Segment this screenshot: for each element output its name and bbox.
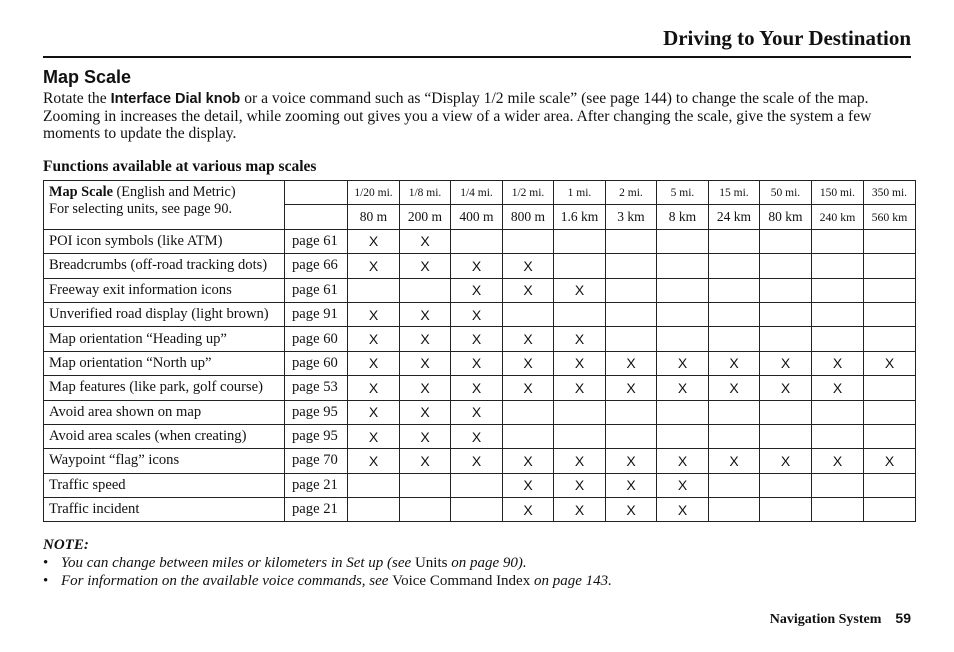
availability-cell: [864, 254, 916, 278]
availability-cell: [606, 327, 657, 351]
availability-cell: [400, 278, 451, 302]
metric-scale-cell: 200 m: [400, 205, 451, 229]
availability-cell: [812, 498, 864, 522]
availability-cell: [503, 400, 554, 424]
availability-cell: X: [657, 498, 709, 522]
availability-cell: [864, 302, 916, 326]
availability-cell: X: [606, 376, 657, 400]
availability-cell: [760, 400, 812, 424]
map-scale-header-suffix: (English and Metric): [112, 184, 236, 200]
table-row: [44, 327, 916, 351]
feature-name-cell: POI icon symbols (like ATM): [44, 229, 285, 253]
availability-cell: [554, 254, 606, 278]
note-item: [43, 572, 911, 590]
availability-cell: X: [503, 351, 554, 375]
feature-name-cell: Traffic speed: [44, 473, 285, 497]
table-row: [44, 400, 916, 424]
availability-cell: [760, 302, 812, 326]
note-text: on page 143.: [530, 573, 612, 589]
metric-scale-cell: 1.6 km: [554, 205, 606, 229]
intro-text-end: or a voice command such as “Display 1/2 mile scale” (see page 144) to change the scale of the map. Zooming in increases the detail, while zooming out gives you a view of a wider area. After changing the scale, give the system a few moments to update the display.: [43, 90, 872, 142]
availability-cell: [606, 424, 657, 448]
availability-cell: [400, 473, 451, 497]
table-row: [44, 498, 916, 522]
availability-cell: [709, 400, 760, 424]
availability-cell: X: [864, 351, 916, 375]
availability-cell: X: [503, 278, 554, 302]
availability-cell: X: [606, 498, 657, 522]
availability-cell: X: [400, 254, 451, 278]
availability-cell: X: [709, 449, 760, 473]
feature-name-cell: Freeway exit information icons: [44, 278, 285, 302]
availability-cell: X: [348, 302, 400, 326]
availability-cell: X: [554, 278, 606, 302]
availability-cell: X: [451, 400, 503, 424]
availability-cell: [451, 498, 503, 522]
availability-cell: [606, 229, 657, 253]
availability-cell: X: [657, 449, 709, 473]
table-row: [44, 229, 916, 253]
english-scale-cell: 1 mi.: [554, 181, 606, 205]
page-ref-cell: page 60: [285, 327, 348, 351]
metric-scale-cell: 3 km: [606, 205, 657, 229]
availability-cell: X: [400, 302, 451, 326]
availability-cell: [451, 229, 503, 253]
blank-header-cell: [285, 181, 348, 205]
availability-cell: [812, 473, 864, 497]
feature-name-cell: Map features (like park, golf course): [44, 376, 285, 400]
availability-cell: [812, 400, 864, 424]
page-ref-cell: page 61: [285, 278, 348, 302]
availability-cell: X: [554, 498, 606, 522]
english-scale-cell: 5 mi.: [657, 181, 709, 205]
availability-cell: [554, 400, 606, 424]
availability-cell: [348, 473, 400, 497]
availability-cell: [657, 229, 709, 253]
availability-cell: X: [348, 351, 400, 375]
availability-cell: X: [657, 351, 709, 375]
page-ref-cell: page 60: [285, 351, 348, 375]
english-scale-row: [44, 181, 916, 205]
intro-text-start: Rotate the: [43, 90, 111, 107]
english-scale-cell: 350 mi.: [864, 181, 916, 205]
availability-cell: [606, 278, 657, 302]
feature-name-cell: Avoid area shown on map: [44, 400, 285, 424]
availability-cell: X: [606, 351, 657, 375]
availability-cell: [812, 229, 864, 253]
table-row: [44, 302, 916, 326]
english-scale-cell: 1/4 mi.: [451, 181, 503, 205]
page-ref-cell: page 21: [285, 473, 348, 497]
table-row: [44, 376, 916, 400]
availability-cell: X: [657, 473, 709, 497]
availability-cell: X: [400, 327, 451, 351]
availability-cell: X: [400, 400, 451, 424]
availability-cell: [606, 302, 657, 326]
note-text: on page 90).: [447, 555, 527, 571]
table-row: [44, 278, 916, 302]
availability-cell: X: [760, 351, 812, 375]
note-text: You can change between miles or kilometers in Set up (see: [61, 555, 415, 571]
availability-cell: X: [348, 327, 400, 351]
availability-cell: X: [451, 449, 503, 473]
availability-cell: [709, 229, 760, 253]
map-scale-header-subtitle: For selecting units, see page 90.: [49, 201, 233, 217]
bullet: •: [43, 573, 49, 589]
availability-cell: X: [864, 449, 916, 473]
feature-name-cell: Waypoint “flag” icons: [44, 449, 285, 473]
intro-paragraph: [43, 90, 911, 142]
availability-cell: [709, 254, 760, 278]
availability-cell: X: [554, 351, 606, 375]
availability-cell: X: [400, 229, 451, 253]
availability-cell: X: [503, 449, 554, 473]
map-scale-header-cell: [44, 181, 285, 230]
availability-cell: X: [451, 351, 503, 375]
availability-cell: [503, 424, 554, 448]
availability-cell: X: [400, 351, 451, 375]
availability-cell: [812, 424, 864, 448]
availability-cell: X: [348, 376, 400, 400]
availability-cell: X: [348, 400, 400, 424]
interface-dial-knob-term: Interface Dial knob: [110, 91, 241, 107]
feature-name-cell: Unverified road display (light brown): [44, 302, 285, 326]
availability-cell: X: [400, 424, 451, 448]
availability-cell: [864, 400, 916, 424]
availability-cell: [760, 254, 812, 278]
availability-cell: [864, 327, 916, 351]
availability-cell: X: [451, 376, 503, 400]
availability-cell: [760, 498, 812, 522]
availability-cell: X: [606, 449, 657, 473]
availability-cell: X: [606, 473, 657, 497]
availability-cell: [709, 473, 760, 497]
english-scale-cell: 50 mi.: [760, 181, 812, 205]
availability-cell: [812, 327, 864, 351]
note-label: NOTE:: [43, 537, 89, 553]
availability-cell: [812, 302, 864, 326]
availability-cell: [348, 498, 400, 522]
chapter-title: Driving to Your Destination: [663, 26, 911, 50]
metric-scale-cell: 24 km: [709, 205, 760, 229]
english-scale-cell: 150 mi.: [812, 181, 864, 205]
availability-cell: [864, 473, 916, 497]
availability-cell: X: [451, 254, 503, 278]
availability-cell: [348, 278, 400, 302]
note-reference: Units: [414, 555, 448, 571]
availability-cell: [503, 229, 554, 253]
availability-cell: [812, 278, 864, 302]
note-reference: Voice Command Index: [392, 573, 531, 589]
title-rule: [43, 56, 911, 58]
page-ref-cell: page 95: [285, 400, 348, 424]
availability-cell: [760, 424, 812, 448]
feature-name-cell: Map orientation “Heading up”: [44, 327, 285, 351]
availability-cell: X: [348, 254, 400, 278]
availability-cell: X: [503, 254, 554, 278]
availability-cell: X: [348, 229, 400, 253]
availability-cell: X: [812, 376, 864, 400]
availability-cell: [657, 327, 709, 351]
feature-name-cell: Map orientation “North up”: [44, 351, 285, 375]
availability-cell: [709, 327, 760, 351]
availability-cell: [760, 327, 812, 351]
table-caption: Functions available at various map scales: [43, 158, 317, 175]
availability-cell: [606, 400, 657, 424]
availability-cell: X: [709, 351, 760, 375]
metric-scale-cell: 80 km: [760, 205, 812, 229]
availability-cell: X: [657, 376, 709, 400]
availability-cell: X: [348, 449, 400, 473]
page-ref-cell: page 53: [285, 376, 348, 400]
map-scale-table: [43, 180, 916, 522]
availability-cell: X: [709, 376, 760, 400]
feature-name-cell: Avoid area scales (when creating): [44, 424, 285, 448]
availability-cell: [709, 498, 760, 522]
metric-scale-cell: 800 m: [503, 205, 554, 229]
note-item: [43, 554, 911, 572]
availability-cell: X: [503, 327, 554, 351]
footer-label: Navigation System: [769, 612, 882, 627]
note-text: For information on the available voice commands, see: [61, 573, 393, 589]
availability-cell: X: [400, 449, 451, 473]
page-ref-cell: page 70: [285, 449, 348, 473]
page-ref-cell: page 95: [285, 424, 348, 448]
availability-cell: [864, 424, 916, 448]
table-row: [44, 424, 916, 448]
metric-scale-cell: 400 m: [451, 205, 503, 229]
availability-cell: X: [503, 498, 554, 522]
availability-cell: X: [760, 376, 812, 400]
availability-cell: X: [554, 473, 606, 497]
availability-cell: [554, 229, 606, 253]
note-block: [43, 536, 911, 590]
availability-cell: X: [812, 351, 864, 375]
availability-cell: [760, 473, 812, 497]
availability-cell: [864, 229, 916, 253]
availability-cell: [760, 229, 812, 253]
availability-cell: X: [400, 376, 451, 400]
availability-cell: [812, 254, 864, 278]
table-row: [44, 473, 916, 497]
availability-cell: [657, 424, 709, 448]
availability-cell: X: [812, 449, 864, 473]
availability-cell: [864, 498, 916, 522]
availability-cell: [451, 473, 503, 497]
availability-cell: X: [554, 376, 606, 400]
availability-cell: X: [451, 302, 503, 326]
page-footer: [700, 610, 911, 628]
availability-cell: [657, 254, 709, 278]
metric-scale-cell: 560 km: [864, 205, 916, 229]
availability-cell: [657, 400, 709, 424]
availability-cell: X: [451, 278, 503, 302]
feature-name-cell: Breadcrumbs (off-road tracking dots): [44, 254, 285, 278]
map-scale-header-title: Map Scale: [49, 184, 113, 200]
availability-cell: X: [451, 424, 503, 448]
feature-name-cell: Traffic incident: [44, 498, 285, 522]
availability-cell: [503, 302, 554, 326]
table-row: [44, 351, 916, 375]
availability-cell: [709, 424, 760, 448]
english-scale-cell: 1/2 mi.: [503, 181, 554, 205]
availability-cell: [657, 302, 709, 326]
english-scale-cell: 1/8 mi.: [400, 181, 451, 205]
page-ref-cell: page 66: [285, 254, 348, 278]
metric-scale-cell: 80 m: [348, 205, 400, 229]
availability-cell: [864, 278, 916, 302]
table-row: [44, 449, 916, 473]
availability-cell: [864, 376, 916, 400]
metric-scale-cell: 8 km: [657, 205, 709, 229]
availability-cell: X: [503, 376, 554, 400]
availability-cell: X: [503, 473, 554, 497]
availability-cell: [709, 278, 760, 302]
availability-cell: [554, 424, 606, 448]
availability-cell: [657, 278, 709, 302]
blank-header-cell: [285, 205, 348, 229]
page-ref-cell: page 91: [285, 302, 348, 326]
availability-cell: [760, 278, 812, 302]
metric-scale-cell: 240 km: [812, 205, 864, 229]
english-scale-cell: 1/20 mi.: [348, 181, 400, 205]
availability-cell: X: [348, 424, 400, 448]
availability-cell: X: [554, 449, 606, 473]
english-scale-cell: 2 mi.: [606, 181, 657, 205]
availability-cell: X: [760, 449, 812, 473]
availability-cell: [606, 254, 657, 278]
table-row: [44, 254, 916, 278]
bullet: •: [43, 555, 49, 571]
english-scale-cell: 15 mi.: [709, 181, 760, 205]
section-heading: Map Scale: [43, 67, 132, 87]
availability-cell: [554, 302, 606, 326]
availability-cell: X: [554, 327, 606, 351]
page-ref-cell: page 61: [285, 229, 348, 253]
availability-cell: [400, 498, 451, 522]
availability-cell: X: [451, 327, 503, 351]
availability-cell: [709, 302, 760, 326]
page-ref-cell: page 21: [285, 498, 348, 522]
page-number: 59: [895, 610, 911, 626]
